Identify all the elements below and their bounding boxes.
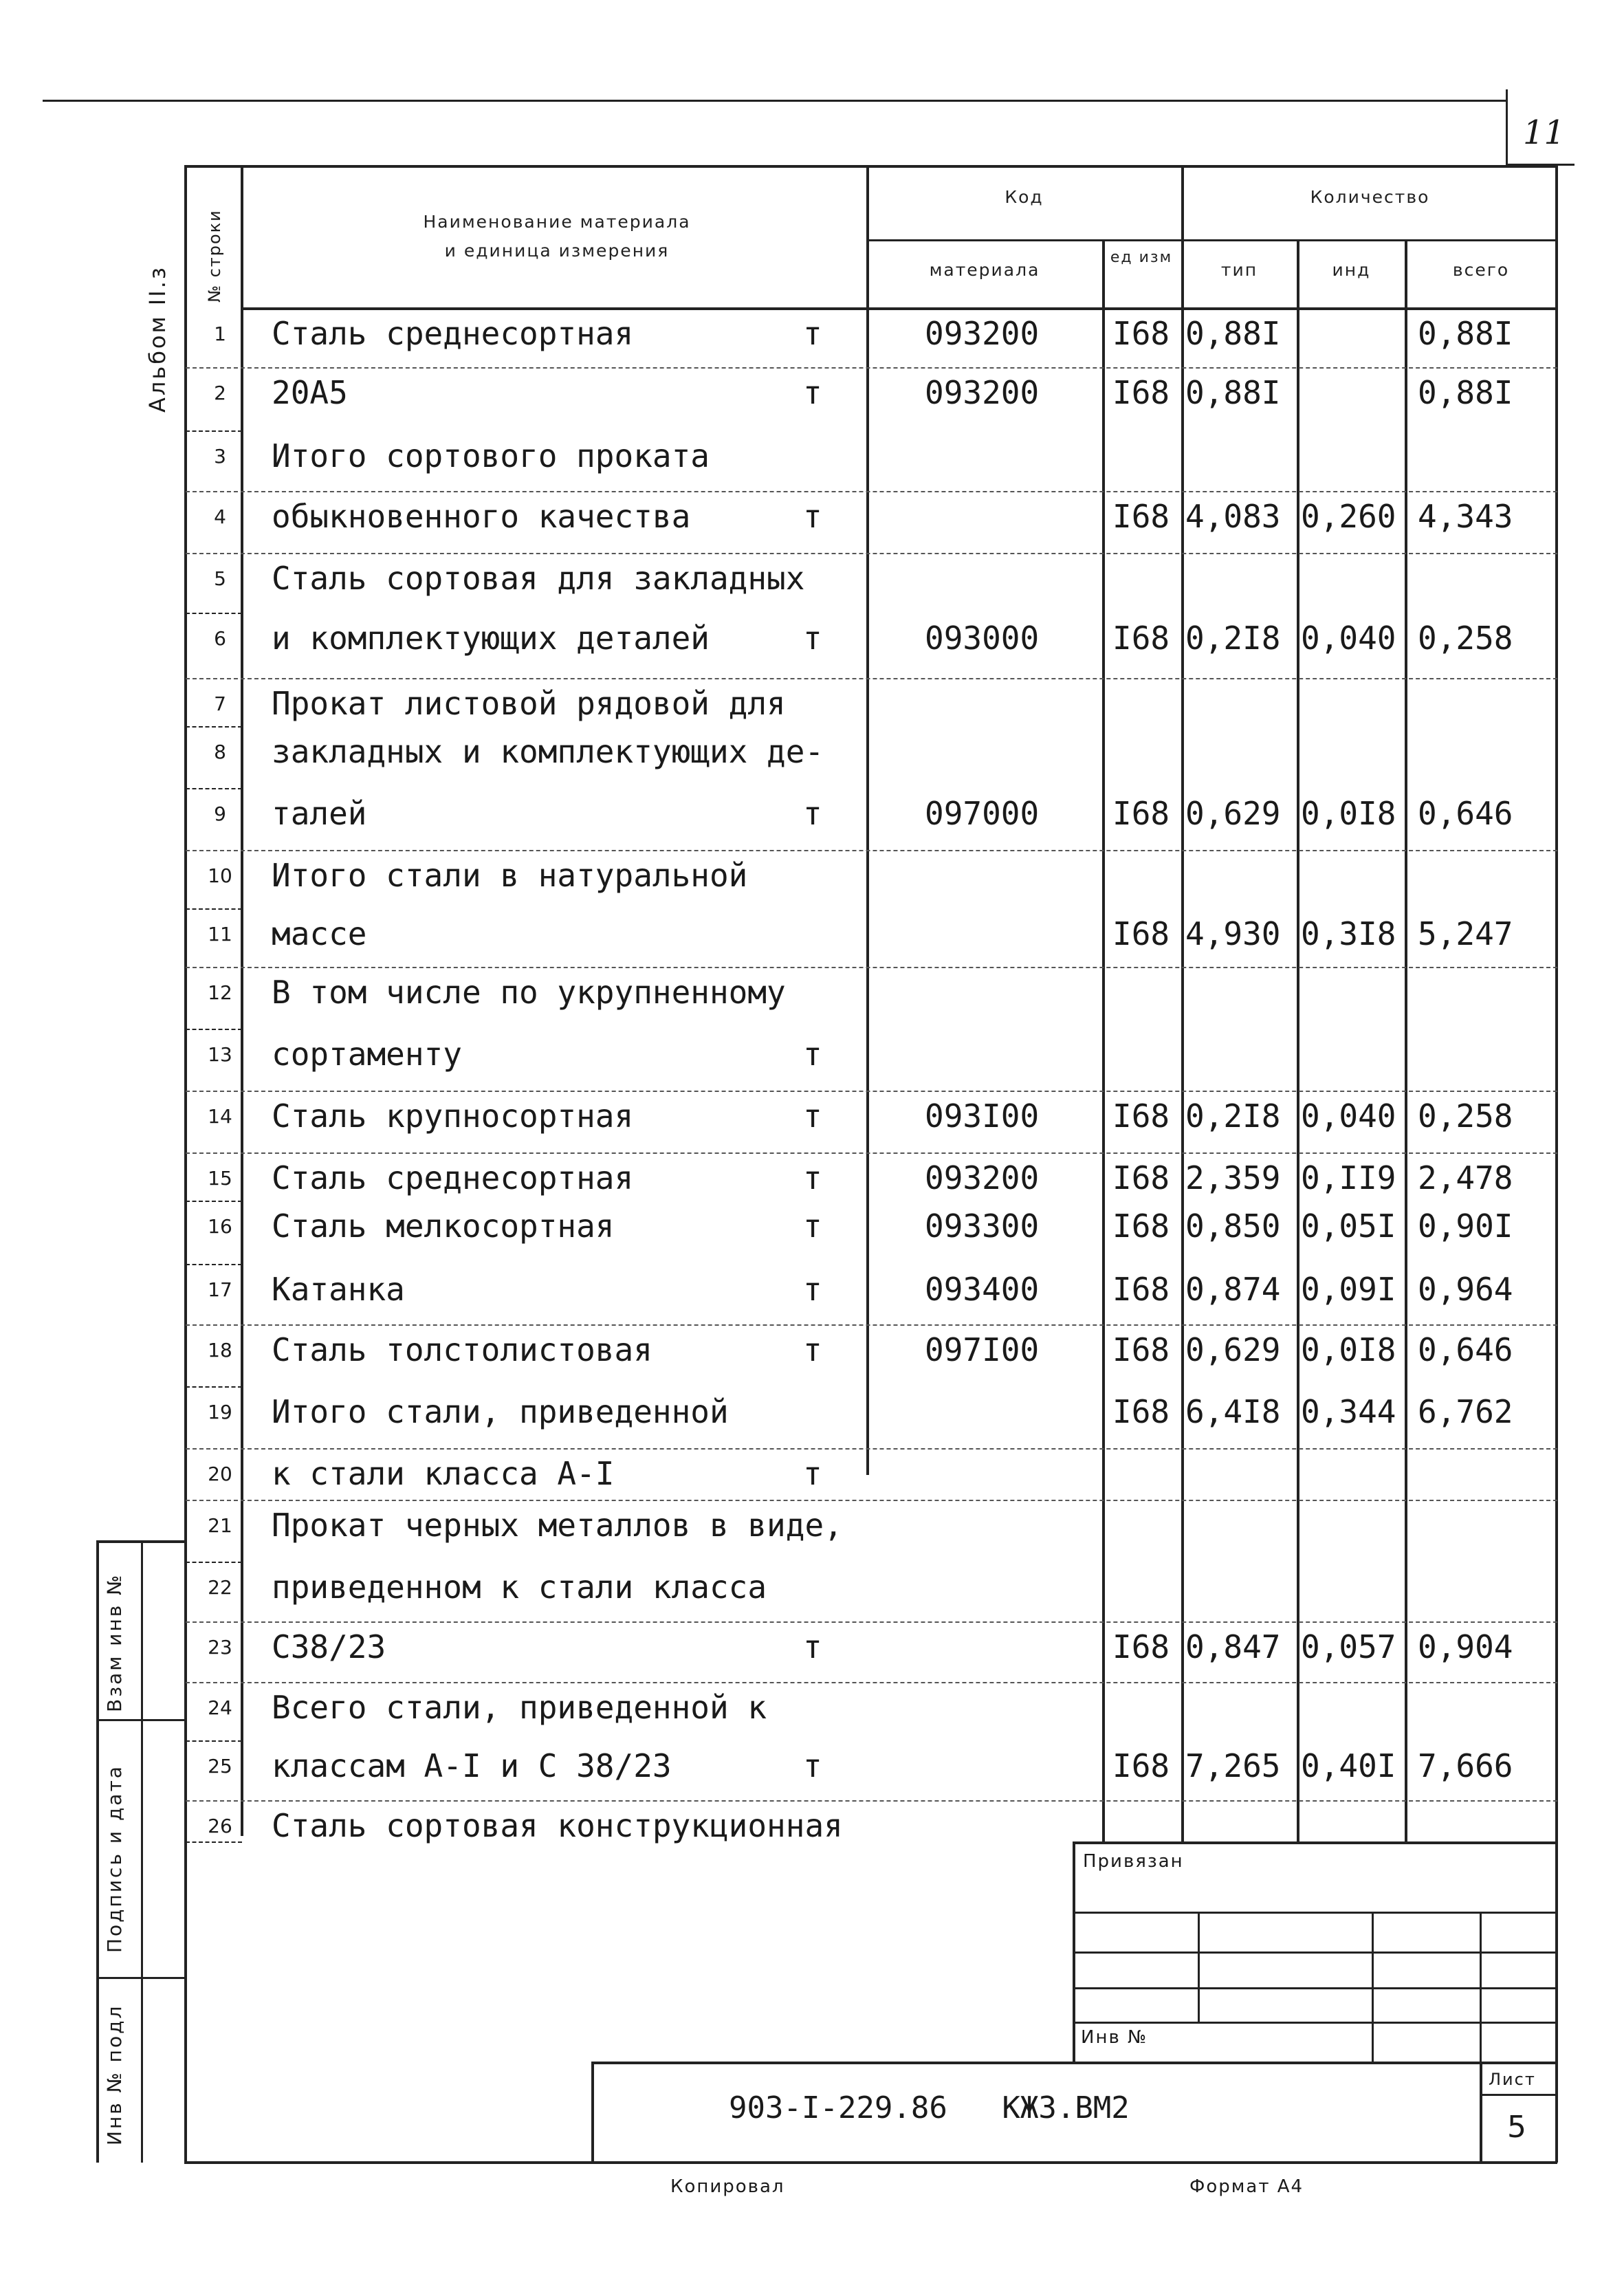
row-20-unit: т (803, 1455, 822, 1492)
right-frame-line (1555, 165, 1558, 2163)
row-10-n: 10 (208, 864, 232, 887)
row-9-ed: I68 (1112, 795, 1170, 832)
col-code-left (866, 165, 869, 1475)
col-ed-left (1102, 239, 1105, 1841)
row-separator (186, 1562, 242, 1563)
header-quantity: Количество (1310, 187, 1430, 207)
header-name: Наименование материала (423, 212, 691, 232)
doc-block-top (591, 2062, 1557, 2064)
row-15-total: 2,478 (1418, 1159, 1513, 1196)
row-6-n: 6 (214, 627, 226, 650)
row-9-ind: 0,0I8 (1301, 795, 1396, 832)
row-9-unit: т (803, 795, 822, 832)
row-14-n: 14 (208, 1105, 232, 1128)
row-18-ed: I68 (1112, 1331, 1170, 1368)
stamp-line-4 (1073, 2022, 1557, 2024)
row-9-tip: 0,629 (1185, 795, 1281, 832)
row-18-ind: 0,0I8 (1301, 1331, 1396, 1368)
row-23-total: 0,904 (1418, 1628, 1513, 1665)
row-18-total: 0,646 (1418, 1331, 1513, 1368)
row-separator (186, 1841, 242, 1843)
row-17-tip: 0,874 (1185, 1271, 1281, 1308)
row-17-ind: 0,09I (1301, 1271, 1396, 1308)
side-inv-podl: Инв № подл (103, 2004, 126, 2145)
row-1-total: 0,88I (1418, 315, 1513, 352)
header-code-material: материала (929, 260, 1040, 280)
row-17-code: 093400 (925, 1271, 1040, 1308)
row-14-unit: т (803, 1097, 822, 1135)
row-6-code: 093000 (925, 620, 1040, 657)
row-19-n: 19 (208, 1401, 232, 1423)
row-separator (186, 1682, 1557, 1683)
row-4-total: 4,343 (1418, 498, 1513, 535)
stamp-line-3 (1073, 1987, 1557, 1989)
row-separator (186, 788, 242, 789)
stamp-col-2 (1372, 1912, 1374, 2063)
row-6-ind: 0,040 (1301, 620, 1396, 657)
row-14-tip: 0,2I8 (1185, 1097, 1281, 1135)
stamp-line-2 (1073, 1952, 1557, 1954)
row-11-ind: 0,3I8 (1301, 915, 1396, 952)
side-podpis: Подпись и дата (103, 1764, 126, 1953)
row-26-n: 26 (208, 1815, 232, 1837)
row-23-n: 23 (208, 1636, 232, 1659)
row-24-name: Всего стали, приведенной к (272, 1689, 767, 1726)
doc-block-left (591, 2062, 594, 2163)
side-col-mid (141, 1540, 143, 2163)
row-9-total: 0,646 (1418, 795, 1513, 832)
row-23-tip: 0,847 (1185, 1628, 1281, 1665)
list-label: Лист (1489, 2070, 1536, 2089)
row-23-unit: т (803, 1628, 822, 1665)
row-16-ed: I68 (1112, 1207, 1170, 1245)
row-4-name: обыкновенного качества (272, 498, 691, 535)
row-19-tip: 6,4I8 (1185, 1393, 1281, 1430)
row-20-n: 20 (208, 1463, 232, 1485)
row-20-name: к стали класса А-I (272, 1455, 615, 1492)
row-7-n: 7 (214, 692, 226, 715)
side-vzam: Взам инв № (103, 1573, 126, 1712)
row-25-tip: 7,265 (1185, 1747, 1281, 1784)
row-19-ind: 0,344 (1301, 1393, 1396, 1430)
header-code: Код (1005, 187, 1044, 207)
row-8-name: закладных и комплектующих де- (272, 733, 824, 770)
corner-line (1506, 89, 1508, 165)
row-2-total: 0,88I (1418, 374, 1513, 411)
row-19-ed: I68 (1112, 1393, 1170, 1430)
side-line-2 (96, 1977, 186, 1979)
row-3-name: Итого сортового проката (272, 437, 710, 474)
row-separator (186, 1324, 1557, 1326)
row-separator (186, 613, 242, 614)
row-16-unit: т (803, 1207, 822, 1245)
row-18-n: 18 (208, 1339, 232, 1362)
table-top-line (184, 165, 1557, 168)
row-2-tip: 0,88I (1185, 374, 1281, 411)
col-ind-left (1297, 239, 1299, 1841)
row-separator (186, 1029, 242, 1030)
row-15-n: 15 (208, 1167, 232, 1190)
row-12-n: 12 (208, 981, 232, 1004)
row-16-ind: 0,05I (1301, 1207, 1396, 1245)
row-1-unit: т (803, 315, 822, 352)
header-q-tip: тип (1220, 260, 1258, 280)
row-25-n: 25 (208, 1755, 232, 1778)
rownum-header: № строки (205, 209, 224, 303)
stamp-line-1 (1073, 1912, 1557, 1914)
row-18-unit: т (803, 1331, 822, 1368)
row-separator (186, 1201, 242, 1202)
row-14-code: 093I00 (925, 1097, 1040, 1135)
row-17-name: Катанка (272, 1271, 405, 1308)
row-13-n: 13 (208, 1043, 232, 1066)
row-16-tip: 0,850 (1185, 1207, 1281, 1245)
row-4-tip: 4,083 (1185, 498, 1281, 535)
bottom-frame-line (184, 2161, 1557, 2164)
row-14-ind: 0,040 (1301, 1097, 1396, 1135)
album-label: Альбом II.з (144, 265, 171, 413)
header-name-2: и единица измерения (444, 241, 670, 261)
row-24-n: 24 (208, 1696, 232, 1719)
row-separator (186, 726, 242, 728)
row-separator (186, 1264, 242, 1265)
row-separator (186, 430, 242, 432)
row-6-unit: т (803, 620, 822, 657)
col-qty-left (1181, 165, 1184, 1841)
row-separator (186, 967, 1557, 968)
row-2-unit: т (803, 374, 822, 411)
row-2-name: 20А5 (272, 374, 348, 411)
row-11-name: массе (272, 915, 367, 952)
row-1-code: 093200 (925, 315, 1040, 352)
left-frame-line (184, 165, 187, 2163)
row-2-ed: I68 (1112, 374, 1170, 411)
row-1-n: 1 (214, 322, 226, 345)
side-line-1 (96, 1719, 186, 1721)
row-separator (186, 908, 242, 910)
row-separator (186, 367, 1557, 369)
row-6-ed: I68 (1112, 620, 1170, 657)
footer-copied: Копировал (670, 2176, 785, 2197)
col-total-left (1405, 239, 1407, 1841)
row-15-code: 093200 (925, 1159, 1040, 1196)
list-number: 5 (1507, 2110, 1526, 2145)
row-separator (186, 1152, 1557, 1154)
row-22-n: 22 (208, 1576, 232, 1599)
row-15-ed: I68 (1112, 1159, 1170, 1196)
side-col-left (96, 1540, 99, 2163)
row-13-name: сортаменту (272, 1036, 462, 1073)
row-4-ed: I68 (1112, 498, 1170, 535)
row-separator (186, 1500, 1557, 1501)
row-25-name: классам А-I и С 38/23 (272, 1747, 672, 1784)
row-1-tip: 0,88I (1185, 315, 1281, 352)
row-separator (186, 1448, 1557, 1450)
row-16-n: 16 (208, 1215, 232, 1238)
row-18-tip: 0,629 (1185, 1331, 1281, 1368)
row-15-ind: 0,II9 (1301, 1159, 1396, 1196)
row-15-name: Сталь среднесортная (272, 1159, 634, 1196)
row-2-n: 2 (214, 382, 226, 404)
row-23-ed: I68 (1112, 1628, 1170, 1665)
row-4-n: 4 (214, 505, 226, 528)
header-q-ind: инд (1332, 260, 1371, 280)
row-11-ed: I68 (1112, 915, 1170, 952)
row-15-unit: т (803, 1159, 822, 1196)
row-23-name: С38/23 (272, 1628, 386, 1665)
row-23-ind: 0,057 (1301, 1628, 1396, 1665)
row-3-n: 3 (214, 445, 226, 468)
footer-format: Формат А4 (1189, 2176, 1304, 2197)
header-q-total: всего (1452, 260, 1510, 280)
row-17-ed: I68 (1112, 1271, 1170, 1308)
row-separator (186, 1091, 1557, 1092)
row-16-name: Сталь мелкосортная (272, 1207, 615, 1245)
row-14-name: Сталь крупносортная (272, 1097, 634, 1135)
stamp-col-3 (1480, 1912, 1482, 2063)
row-21-name: Прокат черных металлов в виде, (272, 1507, 843, 1544)
row-2-code: 093200 (925, 374, 1040, 411)
rownum-col-right (241, 165, 243, 1836)
row-25-ed: I68 (1112, 1747, 1170, 1784)
row-separator (186, 1386, 242, 1388)
row-13-unit: т (803, 1036, 822, 1073)
row-14-total: 0,258 (1418, 1097, 1513, 1135)
row-12-name: В том числе по укрупненному (272, 974, 786, 1011)
list-col-mid (1480, 2094, 1557, 2096)
row-19-name: Итого стали, приведенной (272, 1393, 729, 1430)
row-26-name: Сталь сортовая конструкционная (272, 1807, 843, 1844)
row-4-ind: 0,260 (1301, 498, 1396, 535)
row-25-ind: 0,40I (1301, 1747, 1396, 1784)
top-frame-line (43, 100, 1507, 102)
row-8-n: 8 (214, 741, 226, 763)
row-5-name: Сталь сортовая для закладных (272, 560, 805, 597)
row-separator (186, 1800, 1557, 1802)
page-corner-number: 11 (1523, 113, 1566, 152)
row-11-n: 11 (208, 923, 232, 945)
row-5-n: 5 (214, 567, 226, 590)
doc-code: 903-I-229.86 КЖЗ.ВМ2 (729, 2090, 1130, 2125)
row-4-unit: т (803, 498, 822, 535)
row-separator (186, 553, 1557, 554)
row-separator (186, 678, 1557, 679)
row-17-total: 0,964 (1418, 1271, 1513, 1308)
row-19-total: 6,762 (1418, 1393, 1513, 1430)
row-16-code: 093300 (925, 1207, 1040, 1245)
stamp-col-1 (1198, 1912, 1200, 2022)
row-separator (186, 1621, 1557, 1623)
row-separator (186, 1740, 242, 1742)
row-17-n: 17 (208, 1278, 232, 1301)
row-separator (186, 491, 1557, 492)
row-9-name: талей (272, 795, 367, 832)
row-9-n: 9 (214, 802, 226, 825)
row-7-name: Прокат листовой рядовой для (272, 685, 786, 722)
row-separator (186, 850, 1557, 851)
stamp-privyazan: Привязан (1083, 1851, 1184, 1872)
row-9-code: 097000 (925, 795, 1040, 832)
row-11-total: 5,247 (1418, 915, 1513, 952)
row-22-name: приведенном к стали класса (272, 1568, 767, 1606)
row-25-total: 7,666 (1418, 1747, 1513, 1784)
row-18-name: Сталь толстолистовая (272, 1331, 652, 1368)
stamp-top-line (1073, 1841, 1557, 1844)
header-code-unit: ед изм (1110, 249, 1173, 266)
row-15-tip: 2,359 (1185, 1159, 1281, 1196)
row-6-name: и комплектующих деталей (272, 620, 710, 657)
header-bottom-line (241, 307, 1557, 310)
row-14-ed: I68 (1112, 1097, 1170, 1135)
row-16-total: 0,90I (1418, 1207, 1513, 1245)
row-1-name: Сталь среднесортная (272, 315, 634, 352)
row-17-unit: т (803, 1271, 822, 1308)
row-1-ed: I68 (1112, 315, 1170, 352)
header-mid-line (868, 239, 1557, 241)
row-18-code: 097I00 (925, 1331, 1040, 1368)
row-6-total: 0,258 (1418, 620, 1513, 657)
row-21-n: 21 (208, 1514, 232, 1537)
row-11-tip: 4,930 (1185, 915, 1281, 952)
row-10-name: Итого стали в натуральной (272, 857, 748, 894)
row-6-tip: 0,2I8 (1185, 620, 1281, 657)
row-25-unit: т (803, 1747, 822, 1784)
stamp-inv-no: Инв № (1081, 2027, 1148, 2048)
list-col-left (1480, 2062, 1482, 2163)
